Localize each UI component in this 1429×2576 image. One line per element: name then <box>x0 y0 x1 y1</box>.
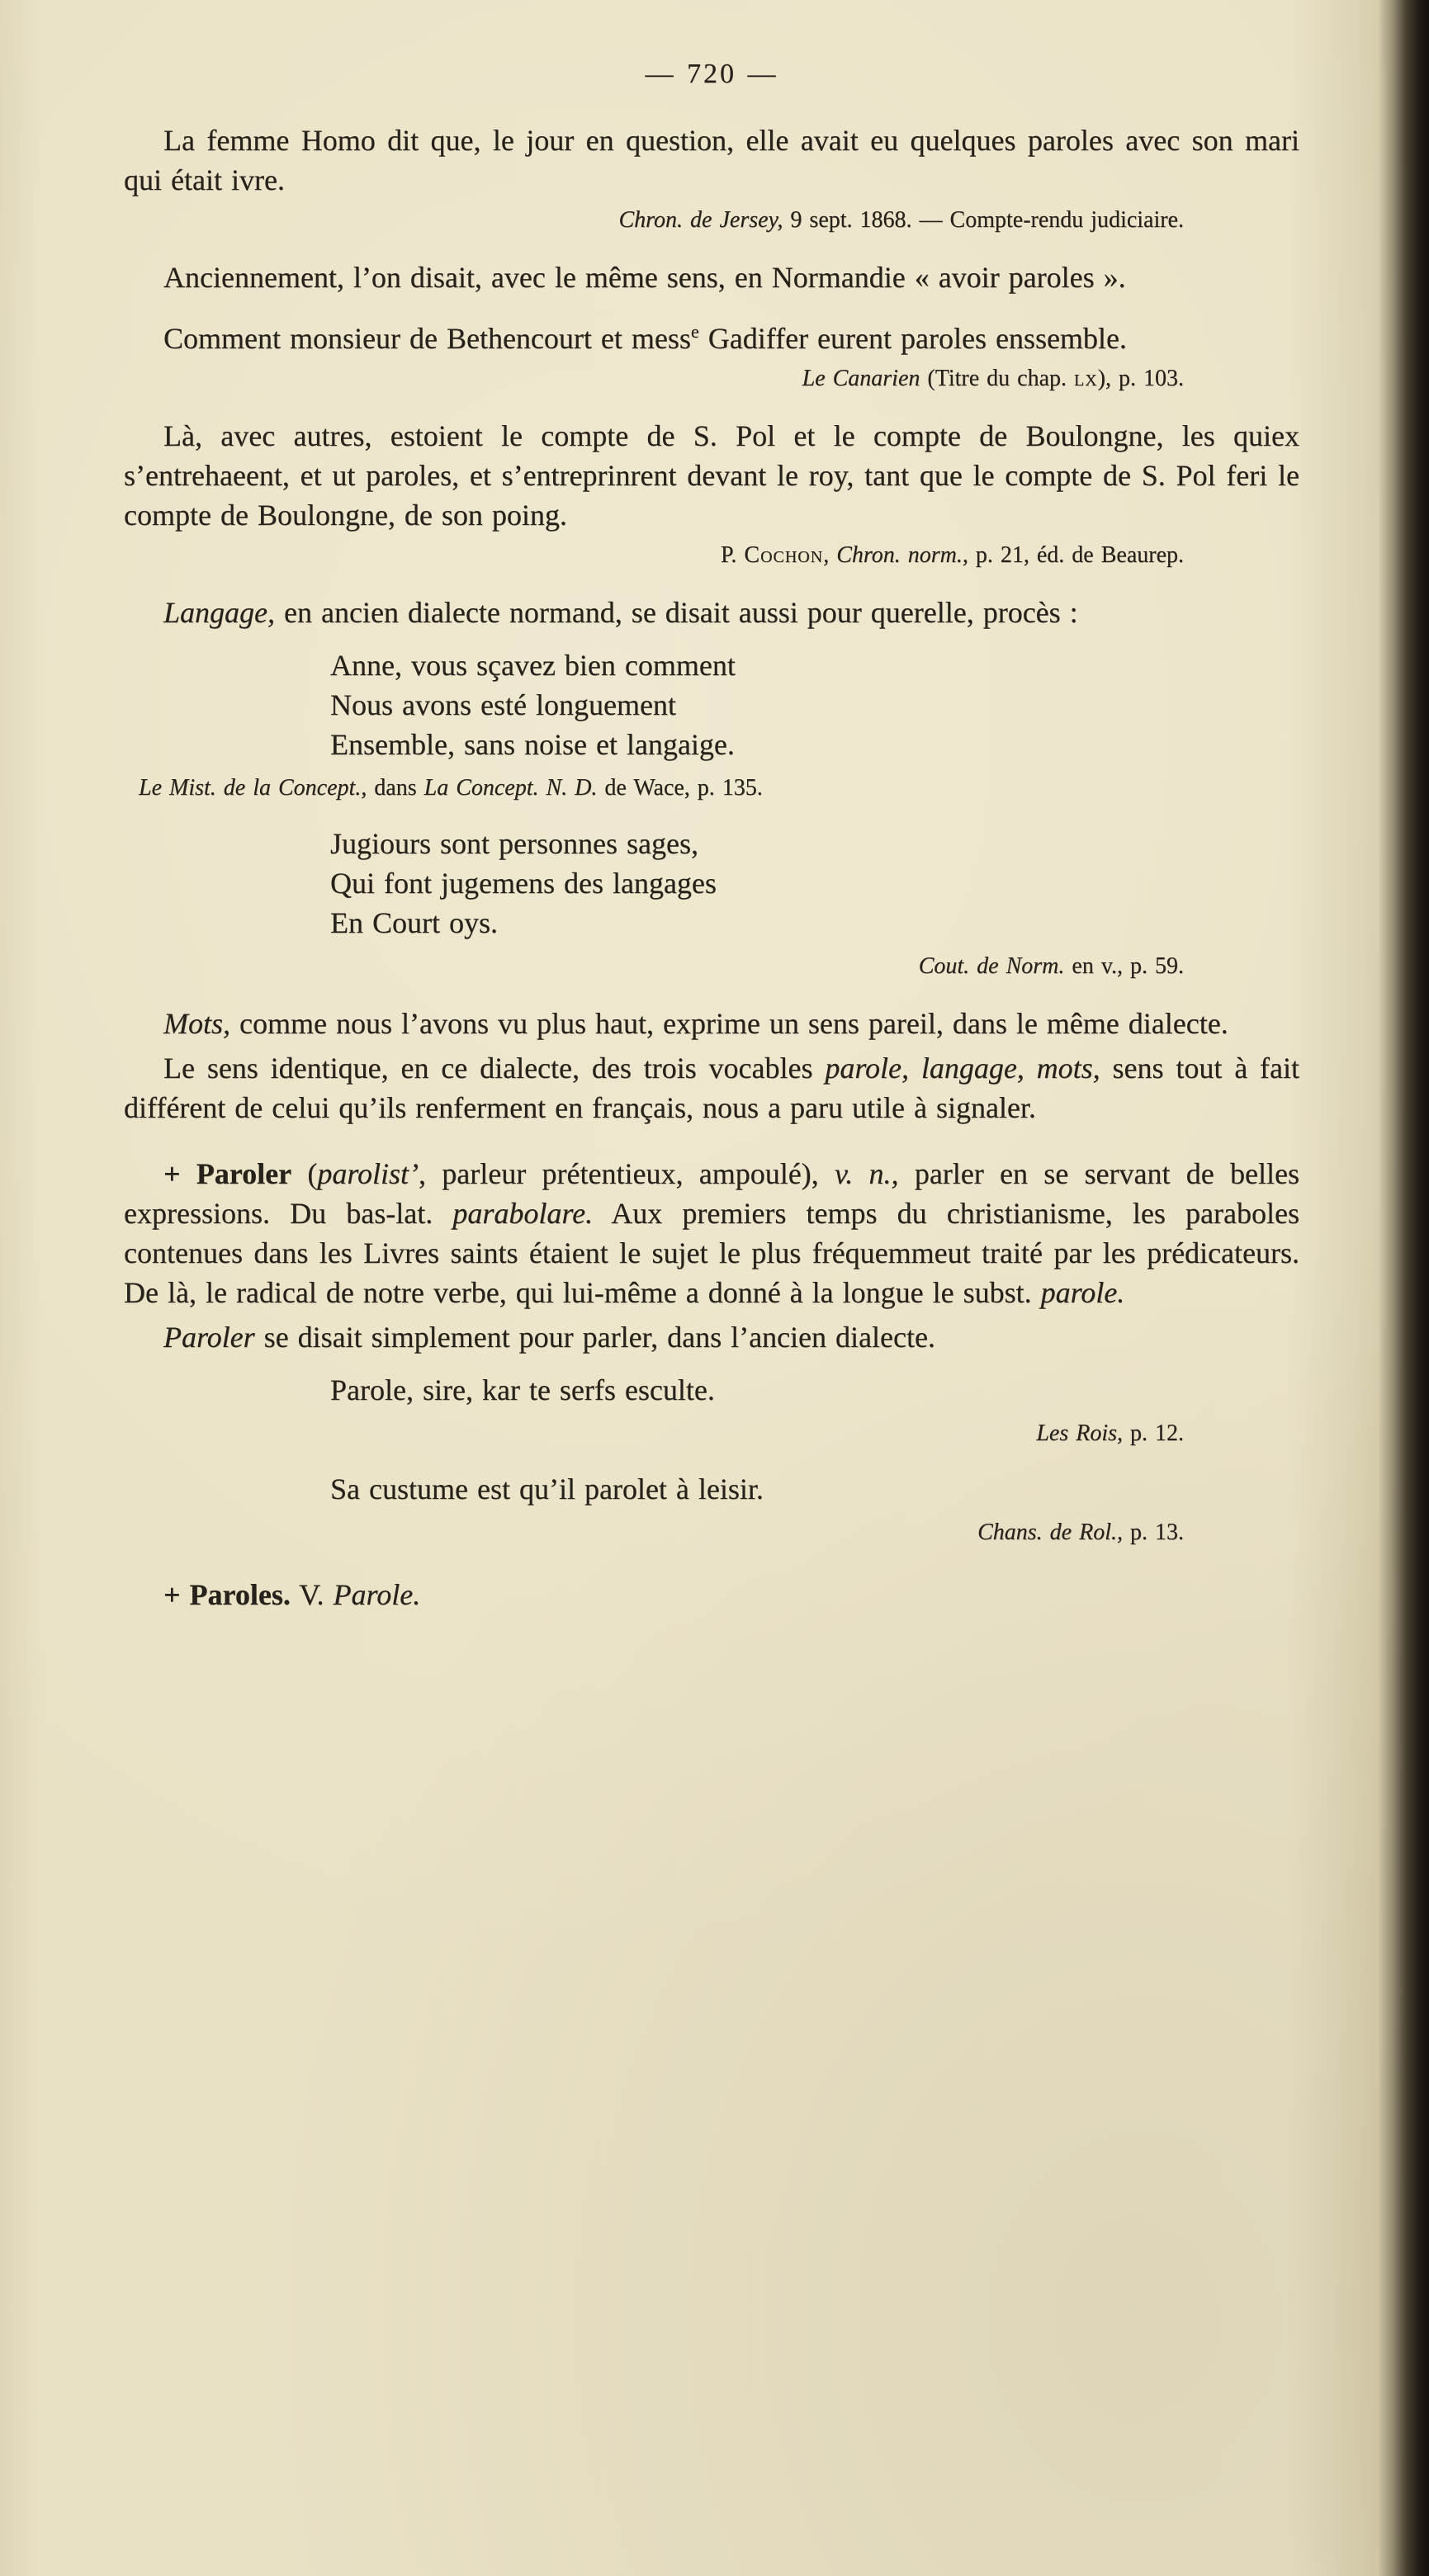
text-column <box>124 54 1299 1619</box>
text-run: Parole. <box>333 1578 421 1611</box>
text-run: parole, langage, mots, <box>825 1052 1100 1085</box>
text-run: p. 13. <box>1123 1520 1184 1545</box>
text-run: parabolare. <box>452 1197 594 1230</box>
text-run: e <box>690 321 699 342</box>
text-run: p. 12. <box>1123 1420 1184 1446</box>
text-run: Anciennement, l’on disait, avec le même sens, en Normandie « avoir paroles ». <box>163 261 1126 294</box>
citation <box>124 540 1299 571</box>
text-run: 9 sept. 1868. — Compte-rendu judiciaire. <box>783 207 1184 233</box>
verse-line: Nous avons esté longuement <box>330 688 676 721</box>
verse-line: Jugiours sont personnes sages, <box>330 827 698 860</box>
text-run: parolist’ <box>317 1157 419 1190</box>
text-run: parole. <box>1040 1276 1125 1309</box>
text-run: en v., p. 59. <box>1064 953 1184 979</box>
text-run: ( <box>291 1157 318 1190</box>
text-run: Mots, <box>163 1007 230 1040</box>
text-run: sens tout à fait différent de celui qu’ils renferment en français, nous a paru utile à signaler. <box>124 1052 1299 1124</box>
text-run: comme nous l’avons vu plus haut, exprime un sens pareil, dans le même dialecte. <box>230 1007 1228 1040</box>
verse <box>330 824 1299 943</box>
text-run: Cout. de Norm. <box>918 953 1065 979</box>
text-run: Aux premiers temps du christianisme, les paraboles contenues dans les Livres saints étaient le sujet le plus fréquemmeut traité par les prédicateurs. De là, le radical de notre verbe, qui lui-même a donné à la longue le subst. <box>124 1197 1299 1309</box>
paragraph <box>124 121 1299 200</box>
text-run: Chron. norm., <box>836 542 968 568</box>
text-run: se disait simplement pour parler, dans l’ancien dialecte. <box>254 1321 935 1354</box>
text-run: v. n., <box>834 1157 899 1190</box>
text-run: Chron. de Jersey, <box>618 207 783 233</box>
paragraph <box>124 1004 1299 1043</box>
verse-line: Ensemble, sans noise et langaige. <box>330 728 735 761</box>
verse-line: Parole, sire, kar te serfs esculte. <box>330 1373 715 1406</box>
text-run: , <box>823 542 837 568</box>
text-run: Gadiffer eurent paroles enssemble. <box>698 322 1127 355</box>
text-run: Comment monsieur de Bethencourt et mess <box>163 322 691 355</box>
text-run: Le Mist. de la Concept., <box>139 775 367 801</box>
citation <box>124 1517 1299 1548</box>
text-run: Paroler <box>163 1321 255 1354</box>
citation <box>124 1418 1299 1449</box>
paragraph <box>124 1048 1299 1127</box>
verse-line: En Court oys. <box>330 906 499 939</box>
paragraph <box>124 593 1299 632</box>
text-run: Le sens identique, en ce dialecte, des trois vocables <box>163 1052 826 1085</box>
page-number: — 720 — <box>645 59 778 89</box>
paragraph <box>124 1317 1299 1357</box>
verse <box>330 1370 1299 1410</box>
text-run: Le Canarien <box>802 366 920 391</box>
text-run: lx <box>1074 366 1098 391</box>
citation <box>124 363 1299 395</box>
text-run: de Wace, p. 135. <box>597 775 763 801</box>
verse-line: Anne, vous sçavez bien comment <box>330 649 736 682</box>
text-run: Langage, <box>163 596 275 629</box>
text-run: Les Rois, <box>1036 1420 1123 1446</box>
paragraph <box>124 258 1299 297</box>
page-edge-shadow <box>1378 0 1429 2576</box>
verse <box>330 1469 1299 1509</box>
text-run: parler en se servant de belles expressions. Du bas-lat. <box>124 1157 1299 1230</box>
text-run: Là, avec autres, estoient le compte de S. Pol et le compte de Boulongne, les quiex s’entrehaeent, et ut paroles, et s’entreprinrent devant le roy, tant que le compte de S. Pol feri le compte de Boulongne, de son poing. <box>124 419 1299 532</box>
verse <box>330 645 1299 764</box>
text-run: p. 21, éd. de Beaurep. <box>968 542 1184 568</box>
entry-paragraph <box>124 1575 1299 1614</box>
text-run: ), p. 103. <box>1097 366 1184 391</box>
text-run: , parleur prétentieux, ampoulé), <box>419 1157 835 1190</box>
text-run: dans <box>367 775 424 801</box>
paragraph <box>124 319 1299 358</box>
paragraph <box>124 416 1299 535</box>
text-run: en ancien dialecte normand, se disait aussi pour querelle, procès : <box>275 596 1078 629</box>
text-run: La Concept. N. D. <box>423 775 598 801</box>
verse-line: Qui font jugemens des langages <box>330 867 717 900</box>
citation <box>124 773 1299 804</box>
text-run: + <box>163 1157 196 1190</box>
text-run: P. <box>720 542 745 568</box>
entry-paragraph <box>124 1154 1299 1312</box>
text-blocks <box>124 121 1299 1614</box>
text-run: (Titre du chap. <box>920 366 1074 391</box>
text-run: Paroles. <box>189 1578 291 1611</box>
verse-line: Sa custume est qu’il parolet à leisir. <box>330 1472 764 1505</box>
text-run: + <box>163 1578 190 1611</box>
text-run: La femme Homo dit que, le jour en question, elle avait eu quelques paroles avec son mari qui était ivre. <box>124 124 1299 196</box>
text-run: Cochon <box>744 542 824 568</box>
text-run: Chans. de Rol., <box>977 1520 1123 1545</box>
text-run: V. <box>290 1578 334 1611</box>
citation <box>124 951 1299 982</box>
citation <box>124 205 1299 236</box>
text-run: Paroler <box>196 1157 292 1190</box>
